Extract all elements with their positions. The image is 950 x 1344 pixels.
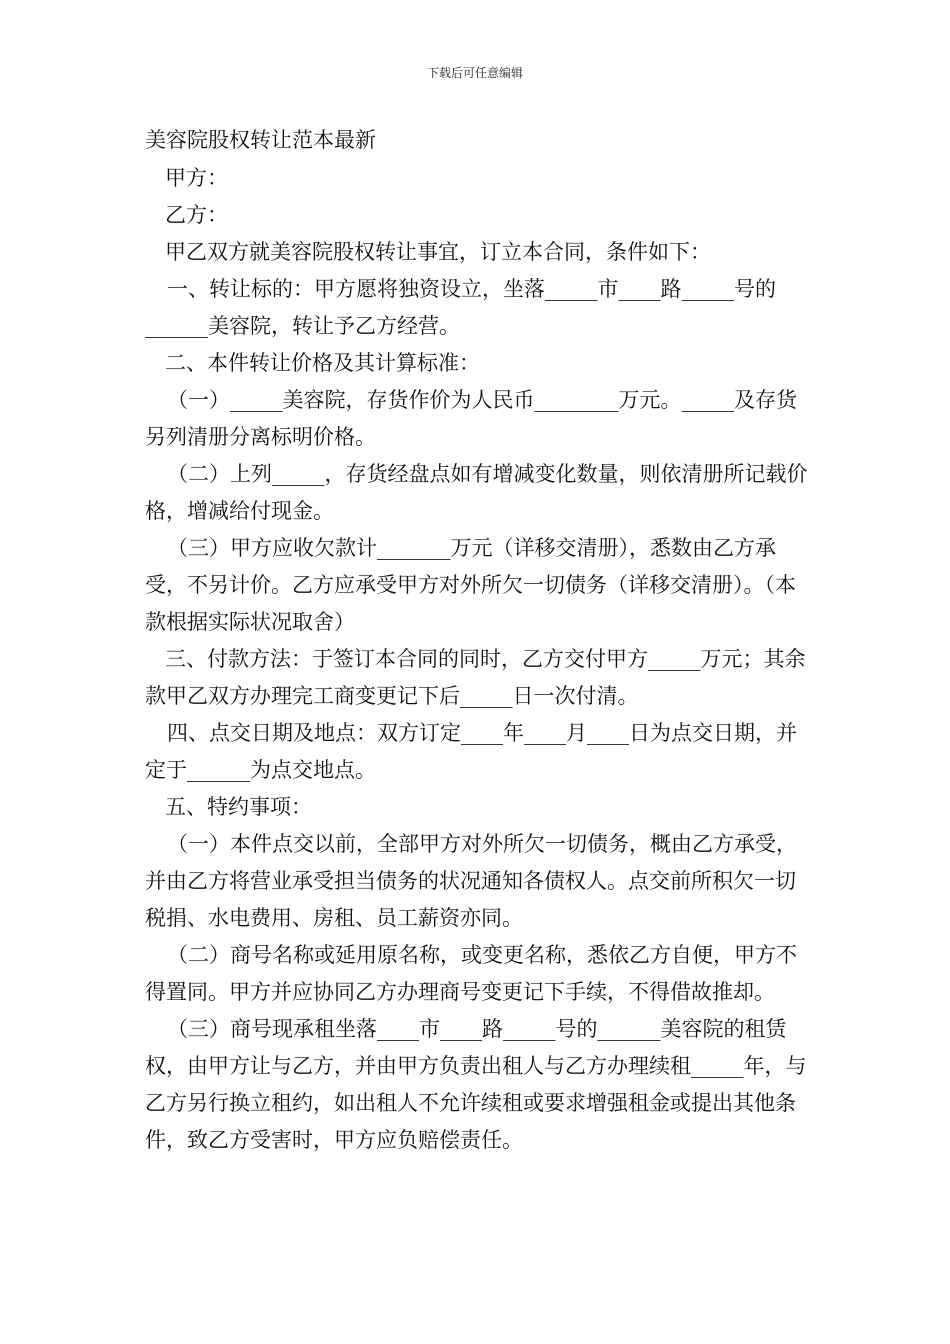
page-header: 下载后可任意编辑 bbox=[426, 66, 523, 80]
document-title: 美容院股权转让范本最新 bbox=[145, 128, 376, 152]
clause-5-heading: 五、特约事项： bbox=[165, 795, 312, 819]
clause-5-item-3: （三）商号现承租坐落____市____路_____号的______美容院的租赁权，由甲方让与乙方，并由甲方负责出租人与乙方办理续租_____年，与乙方另行换立租约，如出租人不允许续租或要求增强租金或提出其他条件，致乙方受害时，甲方应负赔偿责任。 bbox=[145, 1017, 807, 1152]
party-b-line: 乙方： bbox=[165, 203, 228, 227]
clause-2-item-2: （二）上列_____，存货经盘点如有增减变化数量，则依清册所记载价格，增减给付现金。 bbox=[145, 462, 808, 523]
clause-1: 一、转让标的：甲方愿将独资设立，坐落_____市____路_____号的______美容院，转让予乙方经营。 bbox=[145, 277, 776, 338]
clause-2-item-1: （一）_____美容院，存货作价为人民币________万元。_____及存货另列清册分离标明价格。 bbox=[145, 388, 797, 449]
intro-paragraph: 甲乙双方就美容院股权转让事宜，订立本合同，条件如下： bbox=[165, 240, 711, 264]
clause-5-item-1: （一）本件点交以前，全部甲方对外所欠一切债务，概由乙方承受，并由乙方将营业承受担当债务的状况通知各债权人。点交前所积欠一切税捐、水电费用、房租、员工薪资亦同。 bbox=[145, 832, 797, 930]
clause-3: 三、付款方法：于签订本合同的同时，乙方交付甲方_____万元；其余款甲乙双方办理完工商变更记下后_____日一次付清。 bbox=[145, 647, 806, 708]
party-a-line: 甲方： bbox=[165, 166, 228, 190]
clause-5-item-2: （二）商号名称或延用原名称，或变更名称，悉依乙方自便，甲方不得置同。甲方并应协同乙方办理商号变更记下手续，不得借故推却。 bbox=[145, 943, 797, 1004]
clause-2-item-3: （三）甲方应收欠款计_______万元（详移交清册），悉数由乙方承受，不另计价。乙方应承受甲方对外所欠一切债务（详移交清册）。（本款根据实际状况取舍） bbox=[145, 536, 796, 634]
clause-4: 四、点交日期及地点：双方订定____年____月____日为点交日期，并定于______为点交地点。 bbox=[145, 721, 797, 782]
document-body bbox=[145, 122, 815, 1159]
clause-2-heading: 二、本件转让价格及其计算标准： bbox=[165, 351, 480, 375]
